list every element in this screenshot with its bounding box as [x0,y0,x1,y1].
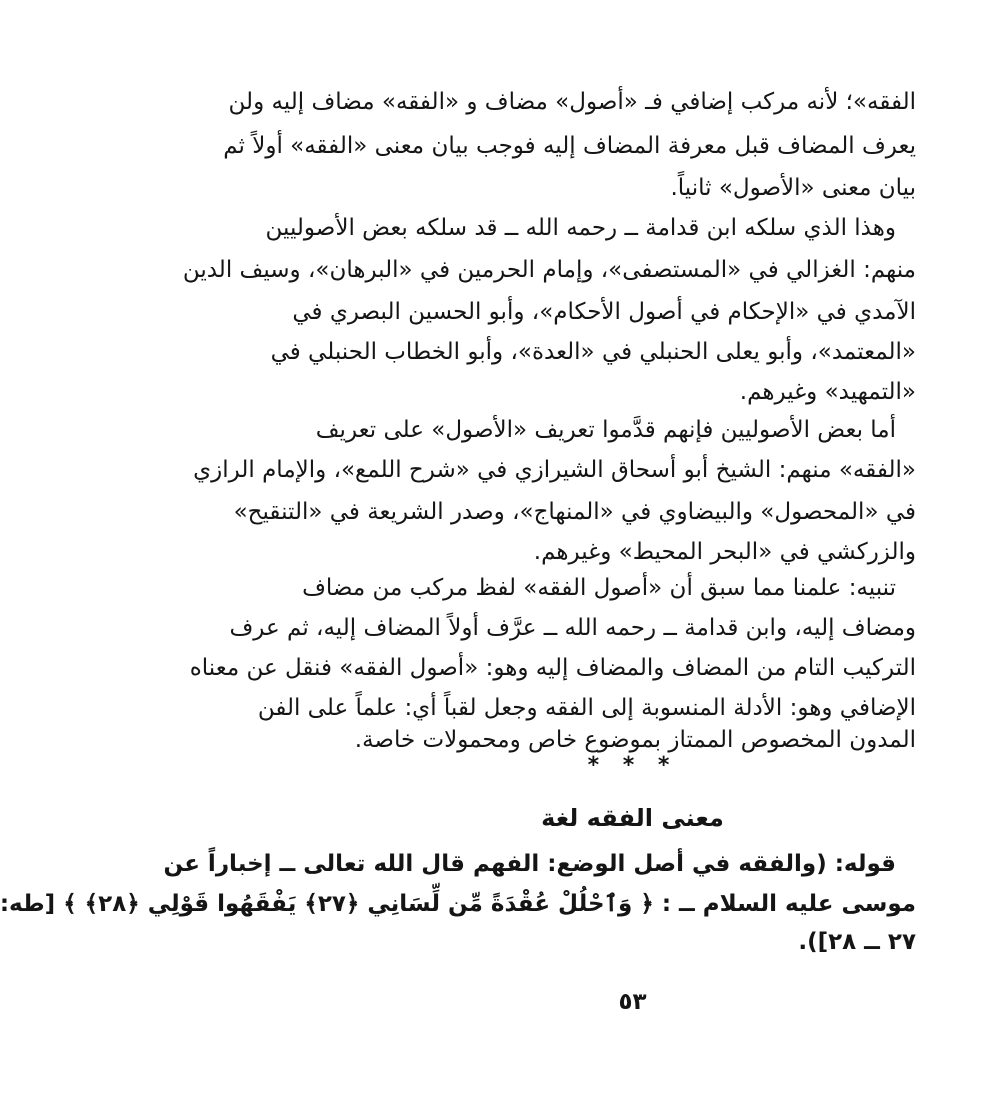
text-line: أما بعض الأصوليين فإنهم قدَّموا تعريف «الأصول» على تعريف [315,417,896,443]
text-line: الآمدي في «الإحكام في أصول الأحكام»، وأبو الحسين البصري في [292,299,916,325]
text-line: الفقه»؛ لأنه مركب إضافي فـ «أصول» مضاف و «الفقه» مضاف إليه ولن [228,89,916,115]
text-line: منهم: الغزالي في «المستصفى»، وإمام الحرمين في «البرهان»، وسيف الدين [182,257,916,283]
section-heading: معنى الفقه لغة [541,804,724,832]
text-line: والزركشي في «البحر المحيط» وغيرهم. [533,539,916,565]
section-separator: * * * [587,753,678,778]
text-line: يعرف المضاف قبل معرفة المضاف إليه فوجب بيان معنى «الفقه» أولاً ثم [223,133,916,159]
text-line: تنبيه: علمنا مما سبق أن «أصول الفقه» لفظ مركب من مضاف [302,575,896,601]
text-line: المدون المخصوص الممتاز بموضوع خاص ومحمولات خاصة. [354,727,916,753]
text-line: ٢٧ ــ ٢٨]). [798,929,916,955]
text-line: «المعتمد»، وأبو يعلى الحنبلي في «العدة»، وأبو الخطاب الحنبلي في [270,339,916,365]
page-number: ٥٣ [618,989,647,1015]
text-line: الإضافي وهو: الأدلة المنسوبة إلى الفقه وجعل لقباً أي: علماً على الفن [257,695,916,721]
text-line: قوله: (والفقه في أصل الوضع: الفهم قال الله تعالى ــ إخباراً عن [163,851,896,877]
text-line: «الفقه» منهم: الشيخ أبو أسحاق الشيرازي في «شرح اللمع»، والإمام الرازي [193,457,916,483]
text-line: التركيب التام من المضاف والمضاف إليه وهو: «أصول الفقه» فنقل عن معناه [189,655,916,681]
text-line: في «المحصول» والبيضاوي في «المنهاج»، وصدر الشريعة في «التنقيح» [233,499,916,525]
text-line: ومضاف إليه، وابن قدامة ــ رحمه الله ــ عرَّف أولاً المضاف إليه، ثم عرف [229,615,916,641]
text-line: «التمهيد» وغيرهم. [739,379,916,405]
text-line: وهذا الذي سلكه ابن قدامة ــ رحمه الله ــ قد سلكه بعض الأصوليين [265,215,896,241]
text-line: موسى عليه السلام ــ : ﴿ وَٱحْلُلْ عُقْدَةً مِّن لِّسَانِي ﴿٢٧﴾ يَفْقَهُوا قَوْلِي ﴿٢٨﴾ ﴾ [طه: [0,891,916,917]
text-line: بيان معنى «الأصول» ثانياً. [670,175,916,201]
